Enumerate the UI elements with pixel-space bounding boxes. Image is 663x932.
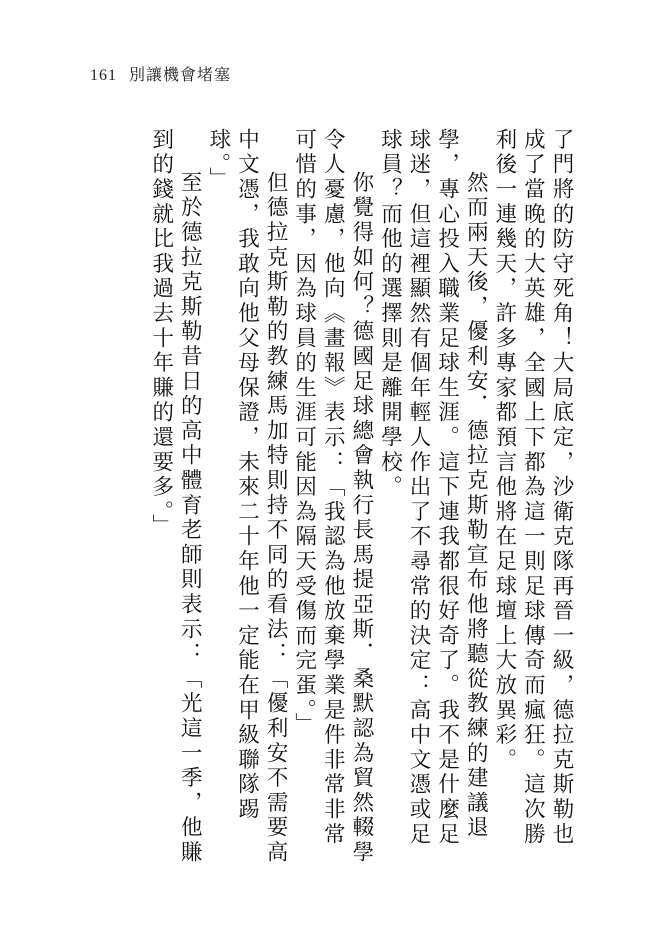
paragraph: 但德拉克斯勒的教練馬加特則持不同的看法：「優利安不需要高中文憑，我敢向他父母保證，未來二十年他一定能在甲級聯隊踢球。」 — [205, 128, 289, 866]
paragraph: 然而兩天後，優利安．德拉克斯勒宣布他將聽從教練的建議退學，專心投入職業足球生涯。這下連我都很好奇了。我不是什麼足球迷，但這裡顯然有個年輕人作出了不尋常的決定：高中文憑或足球員？而他的選擇則是離開學校。 — [377, 128, 489, 848]
book-title: 別讓機會堵塞 — [129, 65, 232, 84]
paragraph: 了門將的防守死角！大局底定，沙衛克隊再晉一級，德拉克斯勒也成了當晚的大英雄，全國上下都為這一則足球傳奇而瘋狂。這次勝利後一連幾天，許多專家都預言他將在足球壇上大放異彩。 — [491, 128, 574, 848]
body-text — [148, 128, 575, 868]
page-number: 161 — [90, 67, 117, 84]
paragraph: 你覺得如何？德國足球總會執行長馬提亞斯．桑默認為貿然輟學令人憂慮，他向《畫報》表示：「我認為他放棄學業是件非常非常可惜的事，因為球員的生涯可能因為隔天受傷而完蛋。」 — [291, 128, 374, 866]
paragraph: 至於德拉克斯勒昔日的高中體育老師則表示：「光這一季，他賺到的錢就比我過去十年賺的還要多。」 — [148, 128, 203, 866]
running-header — [90, 62, 231, 85]
